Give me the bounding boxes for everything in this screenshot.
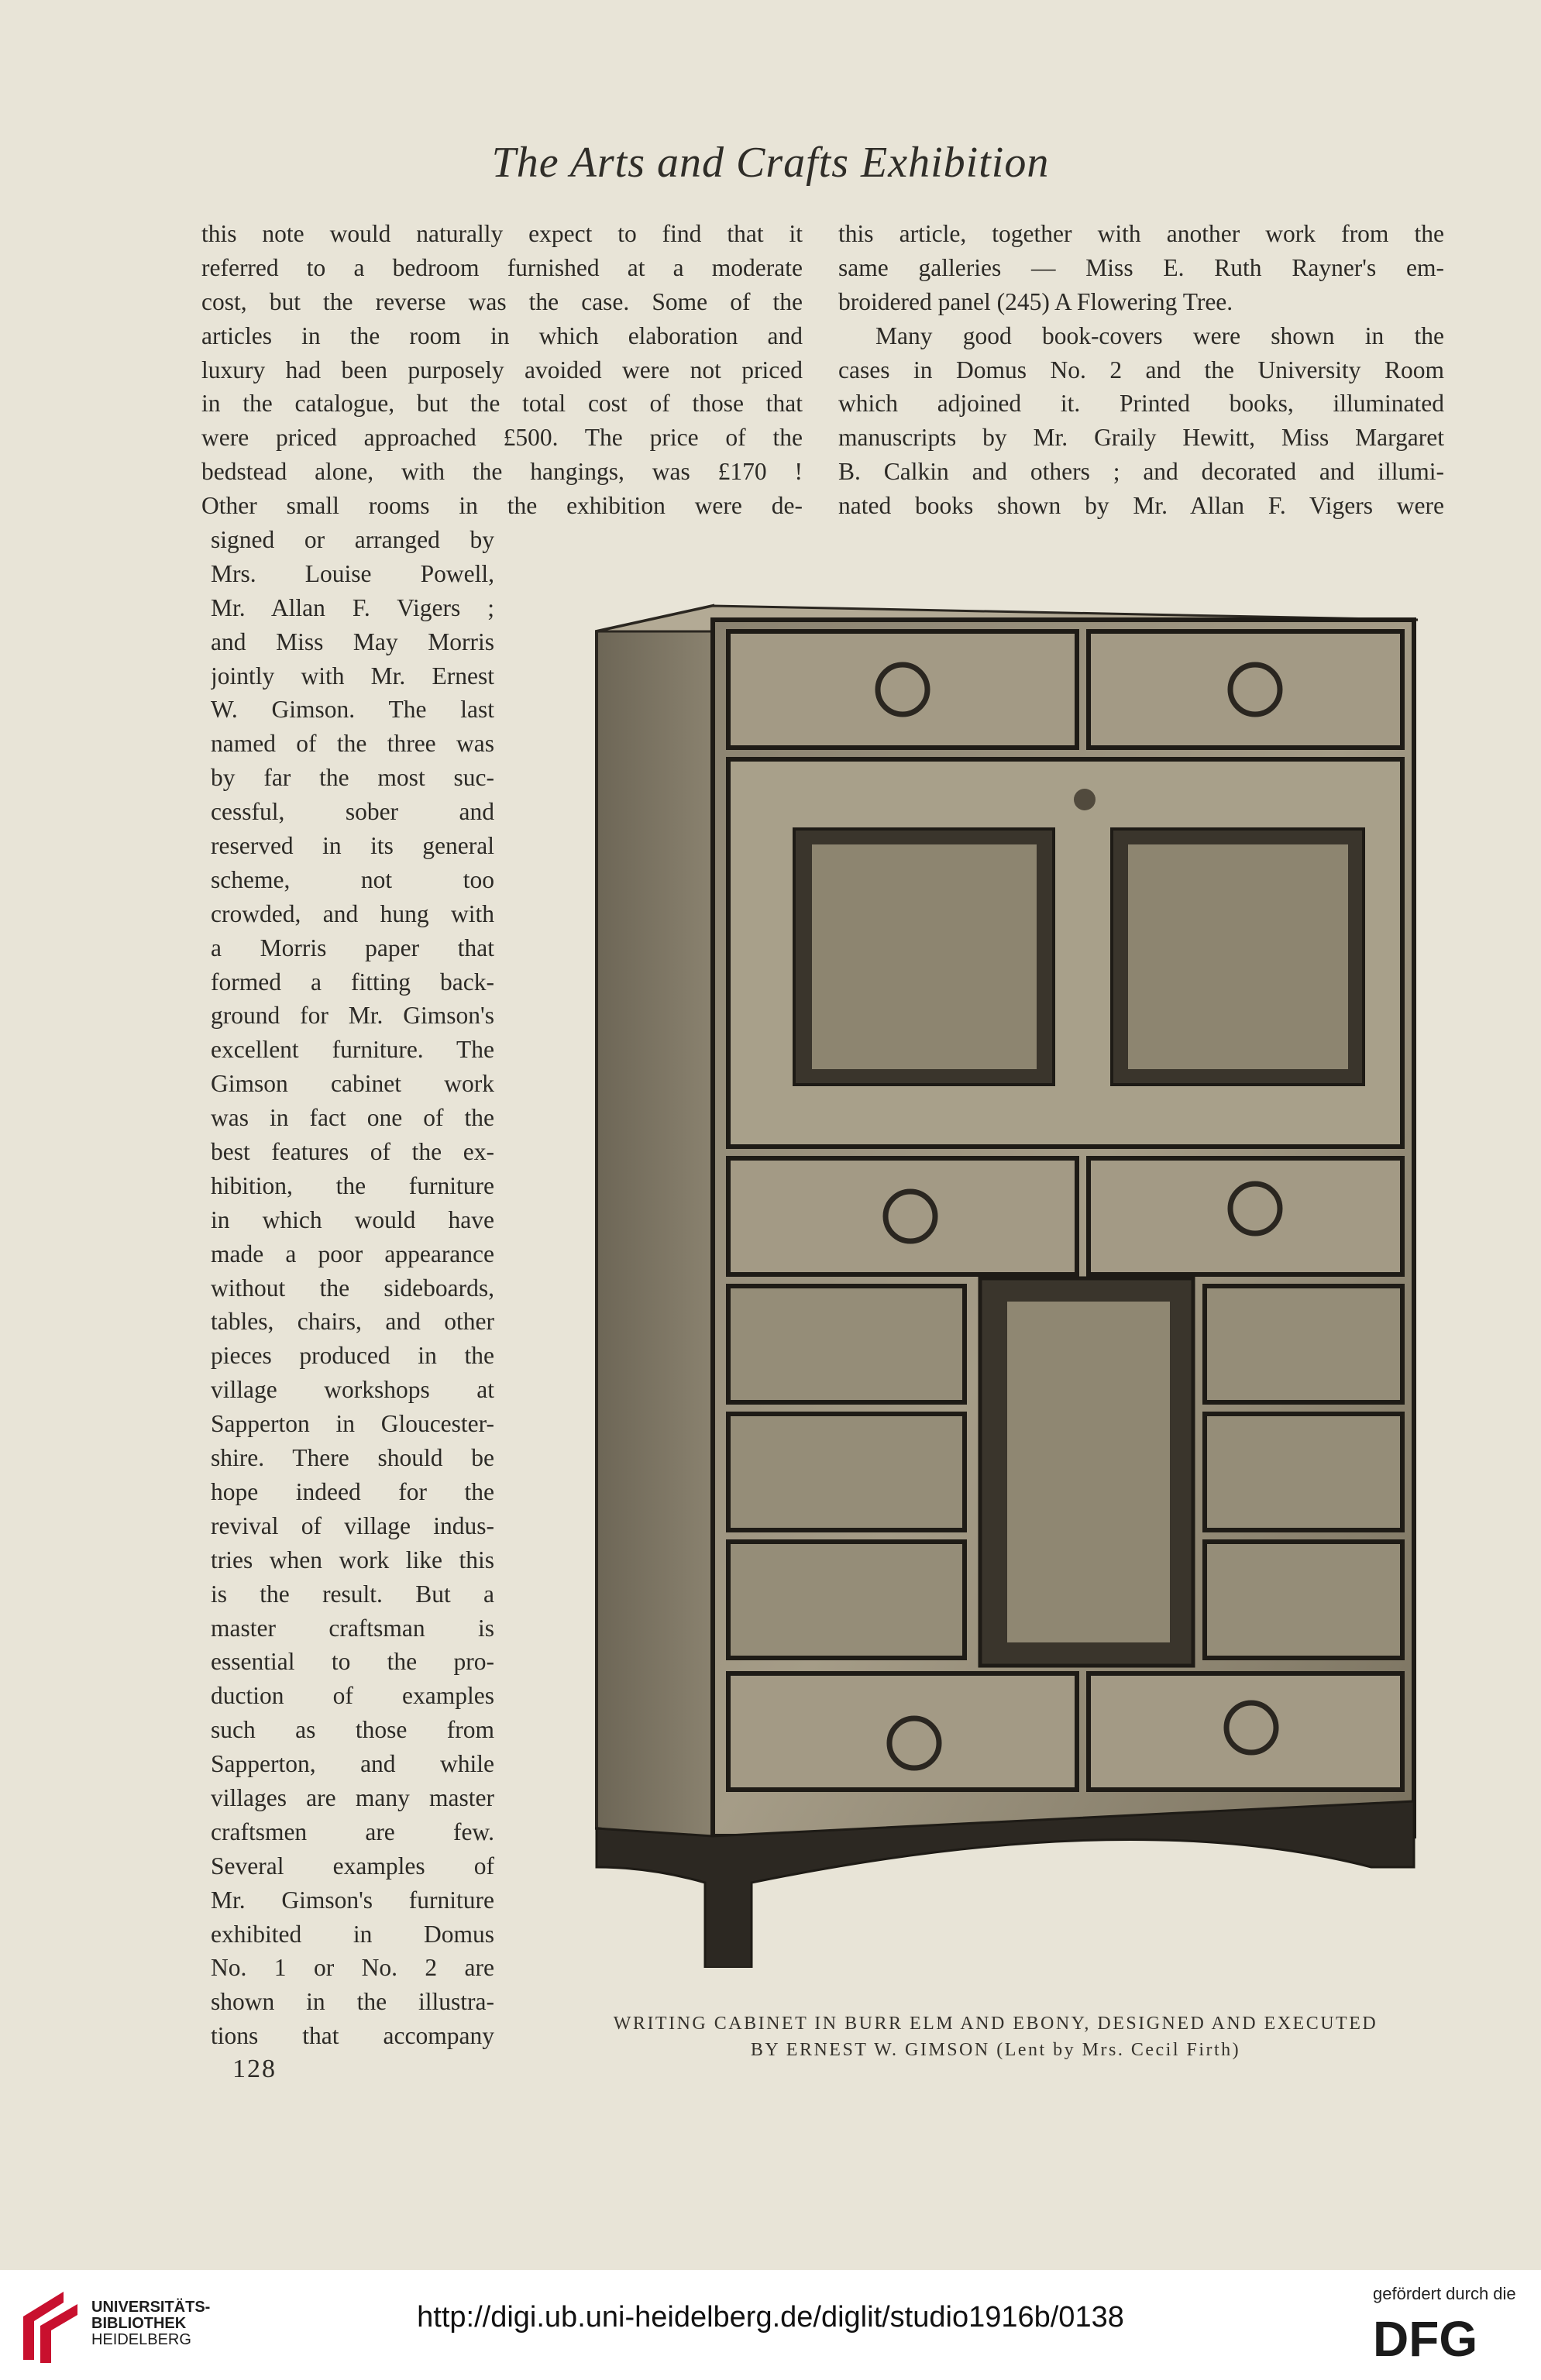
text-line: craftsmen are few. <box>211 1818 494 1845</box>
text-line: articles in the room in which elaboration and <box>201 322 803 349</box>
left-column-narrow <box>211 523 494 2053</box>
text-line: cases in Domus No. 2 and the University Room <box>838 356 1444 383</box>
viewer-footer <box>0 2270 1541 2380</box>
text-line: were priced approached £500. The price of the <box>201 424 803 452</box>
caption-line-1: WRITING CABINET IN BURR ELM AND EBONY, DESIGNED AND EXECUTED <box>613 2014 1378 2034</box>
text-line: B. Calkin and others ; and decorated and illumi- <box>838 458 1444 486</box>
text-line: by far the most suc- <box>211 764 494 792</box>
text-line: duction of examples <box>211 1682 494 1710</box>
running-head: The Arts and Crafts Exhibition <box>491 139 1050 187</box>
text-line: reserved in its general <box>211 832 494 860</box>
figure-caption <box>589 2010 1402 2063</box>
text-line: bedstead alone, with the hangings, was £170 ! <box>201 458 803 486</box>
text-line: exhibited in Domus <box>211 1920 494 1948</box>
text-line: luxury had been purposely avoided were not priced <box>201 356 803 383</box>
text-line: hope indeed for the <box>211 1477 494 1505</box>
text-line: revival of village indus- <box>211 1512 494 1539</box>
text-line: signed or arranged by <box>211 526 494 553</box>
caption-line-2: BY ERNEST W. GIMSON (Lent by Mrs. Cecil Firth) <box>750 2040 1241 2060</box>
permalink-url[interactable]: http://digi.ub.uni-heidelberg.de/diglit/studio1916b/0138 <box>417 2301 1124 2334</box>
text-line: crowded, and hung with <box>211 899 494 927</box>
text-line: excellent furniture. The <box>211 1036 494 1064</box>
text-line: nated books shown by Mr. Allan F. Vigers were <box>838 492 1444 520</box>
text-line: Mr. Allan F. Vigers ; <box>211 593 494 621</box>
text-line: tries when work like this <box>211 1546 494 1573</box>
writing-cabinet-illustration <box>573 597 1426 1968</box>
text-line: this article, together with another work from the <box>838 220 1444 247</box>
dfg-logo-icon <box>1373 2313 1520 2361</box>
text-line: tions that accompany <box>211 2022 494 2050</box>
text-line: named of the three was <box>211 730 494 758</box>
text-line: same galleries — Miss E. Ruth Rayner's em- <box>838 253 1444 281</box>
text-line: Other small rooms in the exhibition were de- <box>201 492 803 520</box>
text-line: cost, but the reverse was the case. Some of the <box>201 287 803 315</box>
text-line: villages are many master <box>211 1783 494 1811</box>
text-line: is the result. But a <box>211 1580 494 1608</box>
right-column <box>838 217 1444 523</box>
text-line: which adjoined it. Printed books, illuminated <box>838 390 1444 418</box>
library-name-line-2: BIBLIOTHEK <box>91 2315 187 2332</box>
text-line: Many good book-covers were shown in the <box>875 322 1444 349</box>
text-line: this note would naturally expect to find that it <box>201 220 803 247</box>
text-line: and Miss May Morris <box>211 628 494 655</box>
text-line: ground for Mr. Gimson's <box>211 1002 494 1030</box>
dfg-logo-text: DFG <box>1373 2313 1478 2361</box>
text-line: shown in the illustra- <box>211 1988 494 2016</box>
text-line: Gimson cabinet work <box>211 1070 494 1098</box>
text-line: was in fact one of the <box>211 1104 494 1132</box>
text-line: shire. There should be <box>211 1444 494 1472</box>
library-name-line-1: UNIVERSITÄTS- <box>91 2299 211 2316</box>
library-name-line-3: HEIDELBERG <box>91 2331 191 2348</box>
left-column-top <box>201 217 803 523</box>
text-line: Mrs. Louise Powell, <box>211 559 494 587</box>
text-line: without the sideboards, <box>211 1274 494 1302</box>
text-line: hibition, the furniture <box>211 1171 494 1199</box>
text-line: best features of the ex- <box>211 1138 494 1166</box>
text-line: formed a fitting back- <box>211 968 494 996</box>
text-line: Sapperton in Gloucester- <box>211 1410 494 1438</box>
funding-label: gefördert durch die <box>1373 2284 1516 2303</box>
text-line: essential to the pro- <box>211 1648 494 1676</box>
text-line: Several examples of <box>211 1852 494 1880</box>
text-line: Sapperton, and while <box>211 1750 494 1778</box>
text-line: tables, chairs, and other <box>211 1308 494 1336</box>
page-number: 128 <box>232 2055 277 2083</box>
text-line: such as those from <box>211 1716 494 1744</box>
text-line: manuscripts by Mr. Graily Hewitt, Miss Margaret <box>838 424 1444 452</box>
text-line: a Morris paper that <box>211 934 494 961</box>
text-line: W. Gimson. The last <box>211 696 494 724</box>
text-line: Mr. Gimson's furniture <box>211 1886 494 1914</box>
text-line: cessful, sober and <box>211 798 494 826</box>
text-line: jointly with Mr. Ernest <box>211 662 494 690</box>
text-line: in the catalogue, but the total cost of those that <box>201 390 803 418</box>
text-line: in which would have <box>211 1205 494 1233</box>
text-line: referred to a bedroom furnished at a moderate <box>201 253 803 281</box>
text-line: master craftsman is <box>211 1614 494 1642</box>
text-line: village workshops at <box>211 1376 494 1404</box>
text-line: made a poor appearance <box>211 1240 494 1267</box>
text-line: scheme, not too <box>211 865 494 893</box>
text-line: pieces produced in the <box>211 1342 494 1370</box>
text-line: No. 1 or No. 2 are <box>211 1954 494 1982</box>
text-line: broidered panel (245) A Flowering Tree. <box>838 287 1233 315</box>
